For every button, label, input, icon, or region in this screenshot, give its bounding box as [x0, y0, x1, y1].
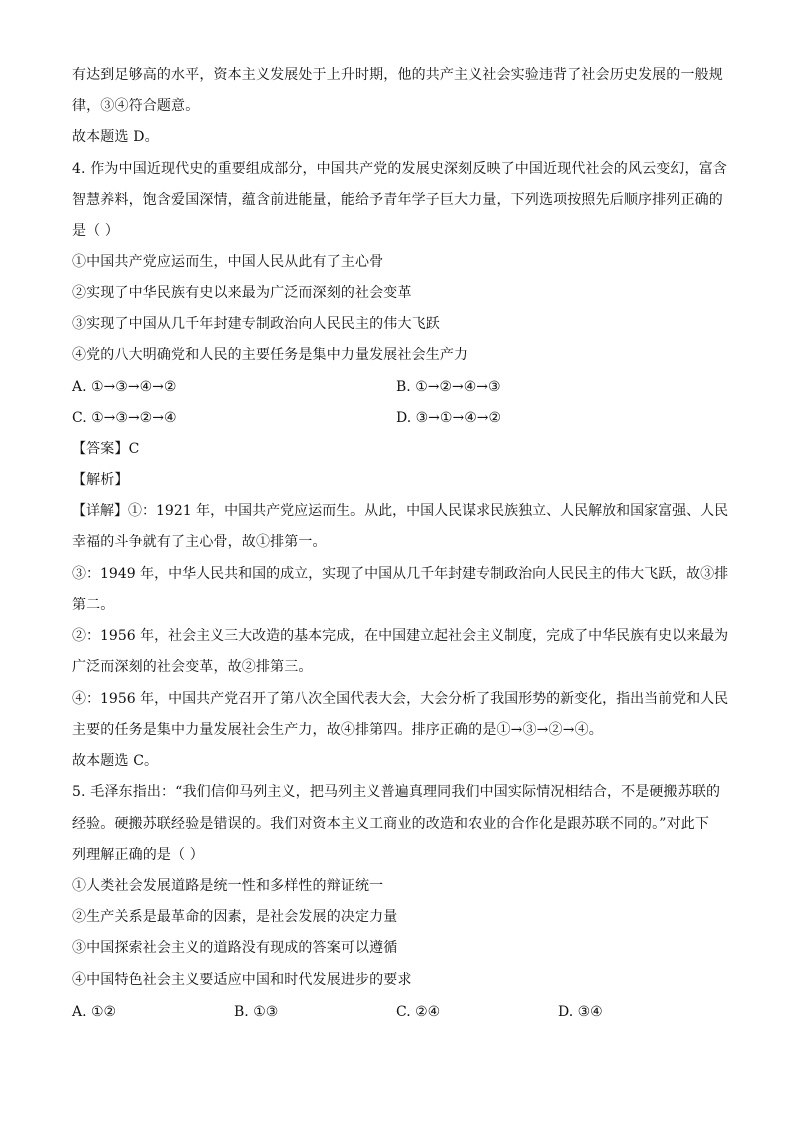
question-4-option-a: A. ①→③→④→② — [72, 379, 177, 395]
question-4-item: ①中国共产党应运而生，中国人民从此有了主心骨 — [72, 254, 384, 270]
question-5-option-a: A. ①② — [72, 1004, 117, 1020]
question-4-stem: 4. 作为中国近现代史的重要组成部分，中国共产党的发展史深刻反映了中国近现代社会的风云变幻，富含 — [72, 161, 728, 177]
explanation-line: ③：1949 年，中华人民共和国的成立，实现了中国从几千年封建专制政治向人民民主的伟大飞跃，故③排 — [72, 566, 729, 582]
question-5-stem: 经验。硬搬苏联经验是错误的。我们对资本主义工商业的改造和农业的合作化是跟苏联不同的。”对此下 — [72, 816, 710, 832]
text-line: 故本题选 D。 — [72, 129, 159, 145]
explanation-line: 【详解】①：1921 年，中国共产党应运而生。从此，中国人民谋求民族独立、人民解放和国家富强、人民 — [72, 503, 729, 519]
answer-label: 【答案】C — [72, 441, 140, 457]
question-4-item: ④党的八大明确党和人民的主要任务是集中力量发展社会生产力 — [72, 347, 469, 363]
question-5-item: ④中国特色社会主义要适应中国和时代发展进步的要求 — [72, 972, 412, 988]
question-4-stem: 是（ ） — [72, 223, 120, 239]
question-4-item: ③实现了中国从几千年封建专制政治向人民民主的伟大飞跃 — [72, 316, 440, 332]
question-5-item: ②生产关系是最革命的因素，是社会发展的决定力量 — [72, 909, 398, 925]
question-5-item: ①人类社会发展道路是统一性和多样性的辩证统一 — [72, 878, 384, 894]
text-line: 有达到足够高的水平，资本主义发展处于上升时期，他的共产主义社会实验违背了社会历史发展的一般规 — [72, 67, 723, 83]
question-5-option-c: C. ②④ — [396, 1004, 441, 1020]
question-5-stem: 5. 毛泽东指出：“我们信仰马列主义，把马列主义普遍真理同我们中国实际情况相结合，不是硬搬苏联的 — [72, 784, 721, 800]
explanation-line: ②：1956 年，社会主义三大改造的基本完成，在中国建立起社会主义制度，完成了中华民族有史以来最为 — [72, 628, 729, 644]
explanation-line: 广泛而深刻的社会变革，故②排第三。 — [72, 659, 313, 675]
analysis-label: 【解析】 — [72, 472, 129, 488]
explanation-line: 幸福的斗争就有了主心骨，故①排第一。 — [72, 534, 327, 550]
question-4-item: ②实现了中华民族有史以来最为广泛而深刻的社会变革 — [72, 285, 412, 301]
explanation-line: ④：1956 年，中国共产党召开了第八次全国代表大会，大会分析了我国形势的新变化，指出当前党和人民 — [72, 691, 729, 707]
text-line: 故本题选 C。 — [72, 753, 159, 769]
question-4-option-b: B. ①→②→④→③ — [396, 379, 501, 395]
question-4-option-d: D. ③→①→④→② — [396, 410, 502, 426]
question-5-item: ③中国探索社会主义的道路没有现成的答案可以遵循 — [72, 940, 398, 956]
question-5-option-b: B. ①③ — [234, 1004, 279, 1020]
text-line: 律，③④符合题意。 — [72, 98, 200, 114]
explanation-line: 第二。 — [72, 597, 115, 613]
question-4-stem: 智慧养料，饱含爱国深情，蕴含前进能量，能给予青年学子巨大力量，下列选项按照先后顺序排列正确的 — [72, 192, 723, 208]
question-5-option-d: D. ③④ — [558, 1004, 603, 1020]
question-5-stem: 列理解正确的是（ ） — [72, 847, 204, 863]
explanation-line: 主要的任务是集中力量发展社会生产力，故④排第四。排序正确的是①→③→②→④。 — [72, 722, 603, 738]
question-4-option-c: C. ①→③→②→④ — [72, 410, 177, 426]
